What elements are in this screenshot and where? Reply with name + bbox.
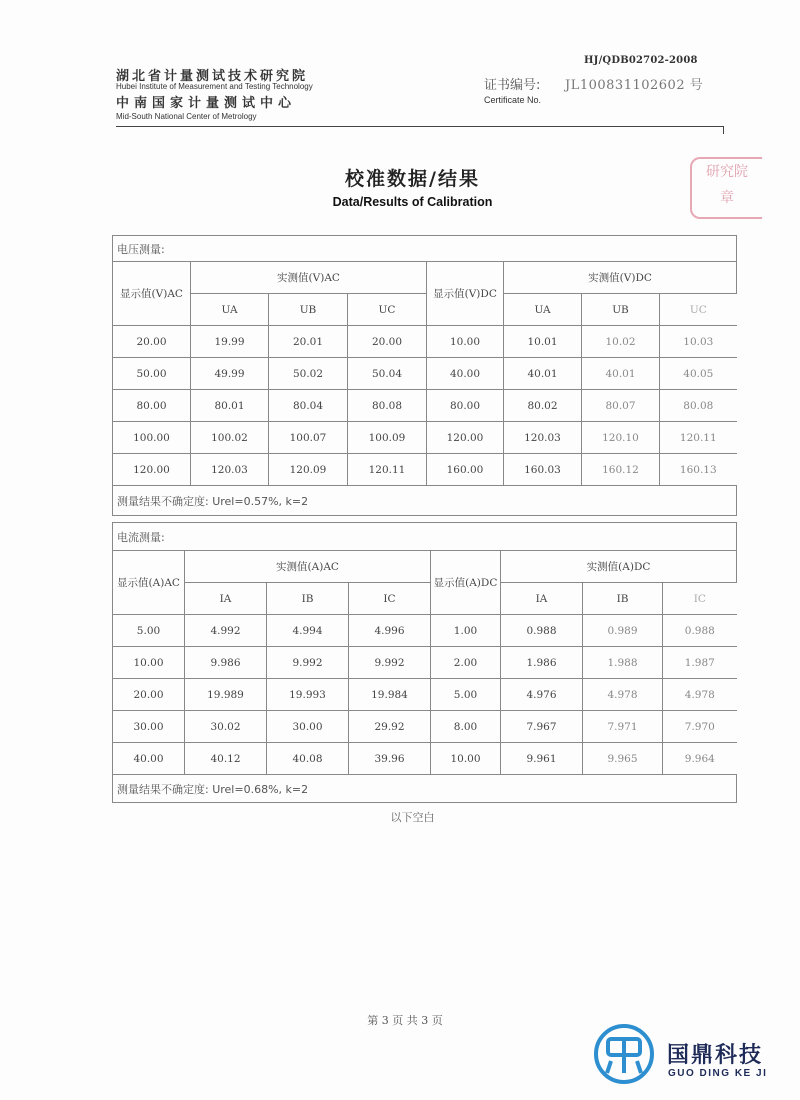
voltage-cell: 80.02: [504, 390, 582, 422]
current-cell: 7.971: [583, 711, 663, 743]
current-table-row: [113, 679, 737, 711]
voltage-uncertainty: 测量结果不确定度: Urel=0.57%, k=2: [113, 486, 737, 516]
voltage-cell: 10.02: [582, 326, 660, 358]
voltage-cell: 40.00: [427, 358, 504, 390]
current-cell: 10.00: [431, 743, 501, 775]
voltage-cell: 120.00: [427, 422, 504, 454]
guoding-logo-icon: [593, 1023, 655, 1085]
voltage-cell: 20.00: [348, 326, 427, 358]
current-cell: 8.00: [431, 711, 501, 743]
current-cell: 19.993: [267, 679, 349, 711]
voltage-table-row: [113, 358, 737, 390]
current-measured-dc-header: 实测值(A)DC: [501, 551, 737, 583]
current-cell: 9.961: [501, 743, 583, 775]
current-display-ac-header: 显示值(A)AC: [113, 551, 185, 615]
center-name-cn: 中南国家计量测试中心: [116, 96, 297, 111]
current-cell: 2.00: [431, 647, 501, 679]
institute-name-cn: 湖北省计量测试技术研究院: [116, 69, 309, 84]
voltage-cell: 80.01: [191, 390, 269, 422]
current-ac-ic-header: IC: [349, 583, 431, 615]
current-cell: 1.00: [431, 615, 501, 647]
current-cell: 4.996: [349, 615, 431, 647]
current-cell: 9.992: [349, 647, 431, 679]
current-cell: 7.970: [663, 711, 737, 743]
stamp-text-line2: 章: [720, 190, 734, 206]
voltage-cell: 49.99: [191, 358, 269, 390]
voltage-cell: 160.03: [504, 454, 582, 486]
current-cell: 40.12: [185, 743, 267, 775]
current-dc-ia-header: IA: [501, 583, 583, 615]
voltage-measured-ac-header: 实测值(V)AC: [191, 262, 427, 294]
voltage-cell: 80.08: [660, 390, 737, 422]
current-cell: 4.992: [185, 615, 267, 647]
current-uncertainty: 测量结果不确定度: Urel=0.68%, k=2: [113, 775, 737, 803]
current-table-row: [113, 743, 737, 775]
voltage-cell: 40.05: [660, 358, 737, 390]
voltage-cell: 100.07: [269, 422, 348, 454]
current-dc-ic-header: IC: [663, 583, 737, 615]
current-cell: 9.964: [663, 743, 737, 775]
voltage-cell: 120.11: [348, 454, 427, 486]
current-table-row: [113, 647, 737, 679]
current-table-row: [113, 615, 737, 647]
current-cell: 20.00: [113, 679, 185, 711]
current-cell: 10.00: [113, 647, 185, 679]
current-cell: 1.988: [583, 647, 663, 679]
voltage-cell: 50.02: [269, 358, 348, 390]
page-title-en: Data/Results of Calibration: [332, 195, 493, 209]
current-measured-ac-header: 实测值(A)AC: [185, 551, 431, 583]
current-cell: 5.00: [431, 679, 501, 711]
voltage-cell: 20.01: [269, 326, 348, 358]
voltage-cell: 160.13: [660, 454, 737, 486]
current-cell: 30.02: [185, 711, 267, 743]
voltage-cell: 120.09: [269, 454, 348, 486]
voltage-cell: 80.08: [348, 390, 427, 422]
stamp-text-line1: 研究院: [706, 164, 748, 180]
certificate-label: 证书编号:: [484, 78, 541, 93]
voltage-cell: 40.01: [582, 358, 660, 390]
header-divider: [116, 126, 723, 127]
document-code: HJ/QDB02702-2008: [584, 55, 698, 66]
voltage-display-ac-header: 显示值(V)AC: [113, 262, 191, 326]
voltage-cell: 120.03: [191, 454, 269, 486]
current-cell: 7.967: [501, 711, 583, 743]
voltage-display-dc-header: 显示值(V)DC: [427, 262, 504, 326]
page-title-cn: 校准数据/结果: [345, 168, 480, 190]
voltage-cell: 10.00: [427, 326, 504, 358]
voltage-cell: 10.01: [504, 326, 582, 358]
certificate-label-en: Certificate No.: [484, 95, 542, 105]
voltage-section-label: 电压测量:: [113, 236, 737, 262]
current-cell: 9.992: [267, 647, 349, 679]
voltage-cell: 160.12: [582, 454, 660, 486]
voltage-cell: 50.00: [113, 358, 191, 390]
voltage-cell: 80.04: [269, 390, 348, 422]
voltage-table-row: [113, 454, 737, 486]
current-cell: 1.986: [501, 647, 583, 679]
voltage-cell: 10.03: [660, 326, 737, 358]
voltage-cell: 80.07: [582, 390, 660, 422]
current-cell: 9.986: [185, 647, 267, 679]
current-cell: 9.965: [583, 743, 663, 775]
current-section-label: 电流测量:: [113, 523, 737, 551]
voltage-cell: 120.03: [504, 422, 582, 454]
voltage-cell: 80.00: [113, 390, 191, 422]
current-cell: 40.08: [267, 743, 349, 775]
page-number: 第 3 页 共 3 页: [367, 1014, 443, 1027]
voltage-cell: 100.09: [348, 422, 427, 454]
voltage-ac-ub-header: UB: [269, 294, 348, 326]
current-display-dc-header: 显示值(A)DC: [431, 551, 501, 615]
current-cell: 29.92: [349, 711, 431, 743]
current-cell: 0.989: [583, 615, 663, 647]
blank-below-note: 以下空白: [390, 811, 435, 824]
current-cell: 19.989: [185, 679, 267, 711]
current-cell: 4.978: [583, 679, 663, 711]
voltage-cell: 120.00: [113, 454, 191, 486]
current-ac-ia-header: IA: [185, 583, 267, 615]
current-cell: 4.978: [663, 679, 737, 711]
voltage-cell: 120.10: [582, 422, 660, 454]
header-divider-tick: [709, 126, 724, 134]
voltage-dc-ub-header: UB: [582, 294, 660, 326]
voltage-cell: 20.00: [113, 326, 191, 358]
current-table: [112, 522, 737, 803]
current-dc-ib-header: IB: [583, 583, 663, 615]
voltage-table-row: [113, 422, 737, 454]
voltage-cell: 160.00: [427, 454, 504, 486]
current-table-body: [113, 615, 737, 775]
current-cell: 0.988: [501, 615, 583, 647]
voltage-table-body: [113, 326, 737, 486]
voltage-cell: 120.11: [660, 422, 737, 454]
voltage-cell: 40.01: [504, 358, 582, 390]
current-table-row: [113, 711, 737, 743]
current-cell: 1.987: [663, 647, 737, 679]
center-name-en: Mid-South National Center of Metrology: [116, 112, 257, 121]
voltage-table-row: [113, 326, 737, 358]
current-cell: 0.988: [663, 615, 737, 647]
voltage-ac-uc-header: UC: [348, 294, 427, 326]
current-cell: 4.994: [267, 615, 349, 647]
logo-text-cn: 国鼎科技: [667, 1043, 764, 1068]
voltage-measured-dc-header: 实测值(V)DC: [504, 262, 737, 294]
current-cell: 19.984: [349, 679, 431, 711]
current-ac-ib-header: IB: [267, 583, 349, 615]
voltage-table-row: [113, 390, 737, 422]
current-cell: 39.96: [349, 743, 431, 775]
voltage-dc-ua-header: UA: [504, 294, 582, 326]
institute-name-en: Hubei Institute of Measurement and Testing Technology: [116, 82, 313, 91]
current-cell: 30.00: [113, 711, 185, 743]
current-cell: 5.00: [113, 615, 185, 647]
voltage-ac-ua-header: UA: [191, 294, 269, 326]
voltage-table: [112, 235, 737, 516]
certificate-number: JL100831102602 号: [565, 78, 704, 93]
current-cell: 40.00: [113, 743, 185, 775]
logo-text-en: GUO DING KE JI: [668, 1068, 768, 1079]
voltage-cell: 100.00: [113, 422, 191, 454]
current-cell: 30.00: [267, 711, 349, 743]
voltage-dc-uc-header: UC: [660, 294, 737, 326]
voltage-cell: 19.99: [191, 326, 269, 358]
voltage-cell: 80.00: [427, 390, 504, 422]
voltage-cell: 50.04: [348, 358, 427, 390]
voltage-cell: 100.02: [191, 422, 269, 454]
current-cell: 4.976: [501, 679, 583, 711]
